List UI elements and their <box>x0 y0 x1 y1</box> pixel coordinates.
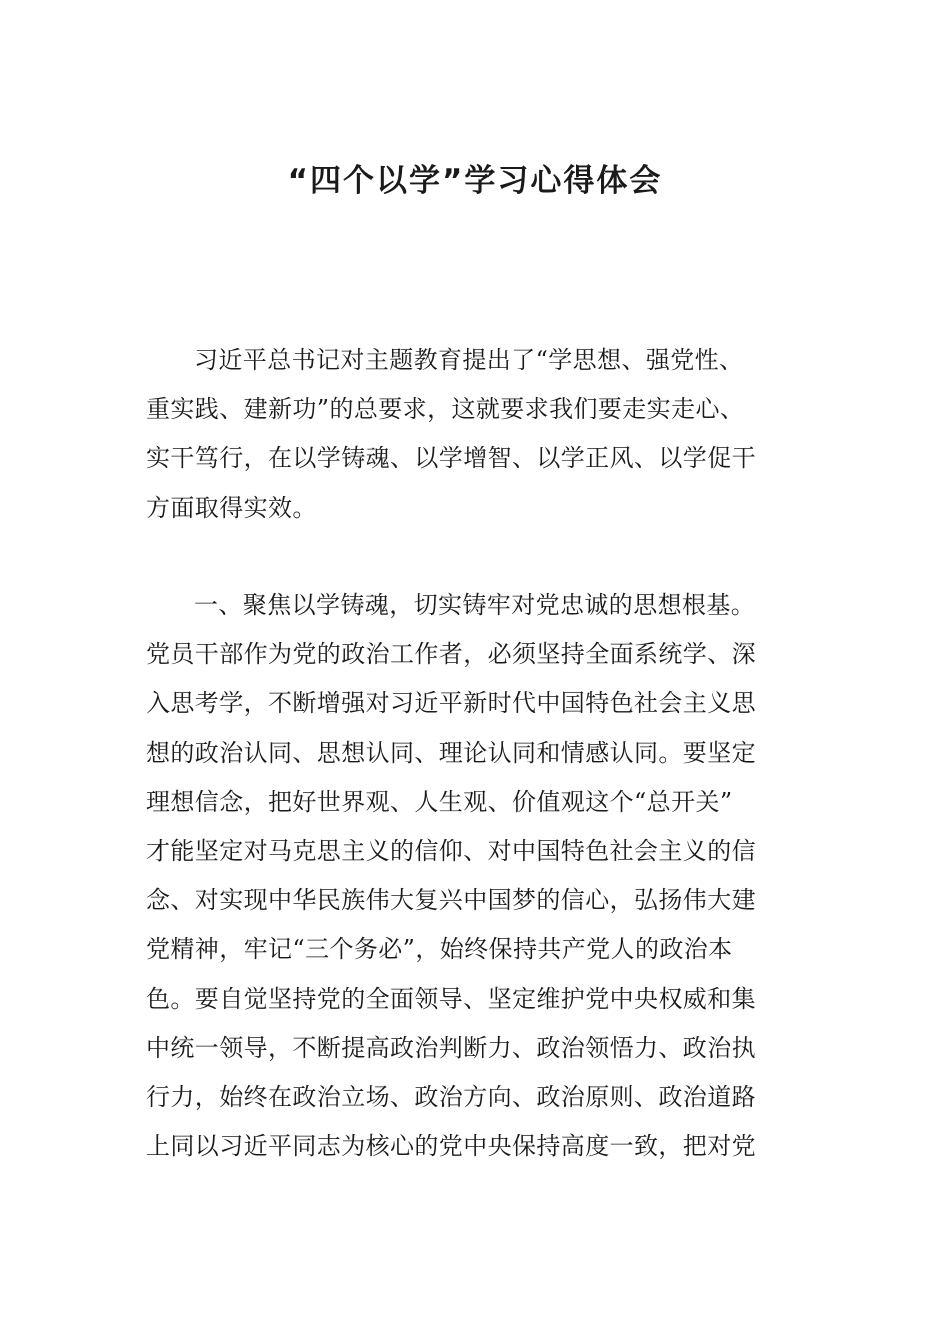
paragraph-line: 行力，始终在政治立场、政治方向、政治原则、政治道路 <box>146 1083 756 1112</box>
paragraph-line: 方面取得实效。 <box>146 493 317 522</box>
paragraph-line <box>146 336 806 385</box>
paragraph-line: 党精神，牢记“三个务必”，始终保持共产党人的政治本 <box>146 935 733 964</box>
paragraph-line: 实干笃行，在以学铸魂、以学增智、以学正风、以学促干 <box>146 444 756 473</box>
paragraph-line: 党员干部作为党的政治工作者，必须坚持全面系统学、深 <box>146 640 756 669</box>
document-title: “四个以学”学习心得体会 <box>287 163 663 199</box>
paragraph-intro <box>146 336 806 533</box>
paragraph-line: 理想信念，把好世界观、人生观、价值观这个“总开关” <box>146 787 733 816</box>
paragraph-line: 重实践、建新功”的总要求，这就要求我们要走实走心、 <box>146 395 745 424</box>
paragraph-line: 念、对实现中华民族伟大复兴中国梦的信心，弘扬伟大建 <box>146 886 756 915</box>
paragraph-line: 入思考学，不断增强对习近平新时代中国特色社会主义思 <box>146 689 756 718</box>
paragraph-line: 中统一领导，不断提高政治判断力、政治领悟力、政治执 <box>146 1033 756 1062</box>
paragraph-line: 想的政治认同、思想认同、理论认同和情感认同。要坚定 <box>146 738 756 767</box>
paragraph-section-one <box>146 581 806 1171</box>
paragraph-line <box>146 581 806 630</box>
paragraph-line: 色。要自觉坚持党的全面领导、坚定维护党中央权威和集 <box>146 984 756 1013</box>
paragraph-line: 才能坚定对马克思主义的信仰、对中国特色社会主义的信 <box>146 837 756 866</box>
line-text: 习近平总书记对主题教育提出了“学思想、强党性、 <box>194 346 744 374</box>
paragraph-line: 上同以习近平同志为核心的党中央保持高度一致，把对党 <box>146 1132 756 1161</box>
line-text: 一、聚焦以学铸魂，切实铸牢对党忠诚的思想根基。 <box>194 591 756 619</box>
